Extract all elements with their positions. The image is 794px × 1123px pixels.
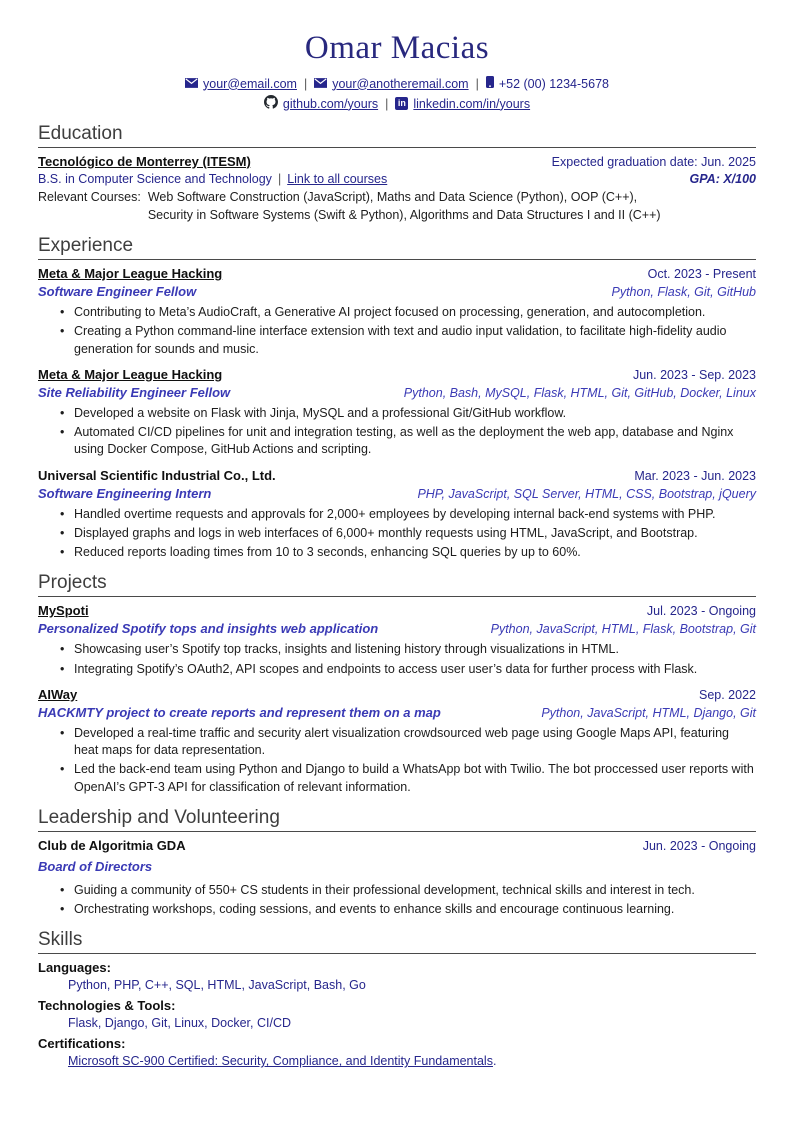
company-name: Meta & Major League Hacking	[38, 266, 223, 281]
entry-dates: Jul. 2023 - Ongoing	[646, 604, 756, 619]
section-experience	[38, 235, 756, 561]
project-entry	[38, 687, 756, 796]
bullet-item: • Developed a website on Flask with Jinja, MySQL and a professional Git/GitHub workflow.	[60, 405, 756, 422]
bullet-list	[38, 725, 756, 796]
bullet-item: • Orchestrating workshops, coding sessions, and events to enhance skills and encourage continuous learning.	[60, 901, 756, 918]
entry-heading-row	[38, 468, 756, 483]
leadership-entry	[38, 838, 756, 919]
envelope-icon	[185, 77, 198, 91]
role-title: Software Engineering Intern	[38, 485, 212, 501]
relevant-courses	[38, 189, 756, 224]
entry-dates: Oct. 2023 - Present	[647, 267, 756, 281]
bullet-item: • Displayed graphs and logs in web interfaces of 6,000+ monthly requests using HTML, JavaScript, and Bootstrap.	[60, 525, 756, 542]
bullet-item: • Creating a Python command-line interface extension with text and audio input validation, to facilitate high-fidelity audio generation for sounds and music.	[60, 323, 756, 358]
role-title: Site Reliability Engineer Fellow	[38, 384, 231, 400]
degree-line	[38, 172, 387, 186]
languages-label: Languages:	[38, 960, 111, 976]
envelope-icon	[314, 77, 327, 91]
section-projects	[38, 572, 756, 796]
company-name: Meta & Major League Hacking	[38, 366, 223, 382]
experience-entry	[38, 266, 756, 358]
entry-heading-row	[38, 266, 756, 281]
gpa-value: GPA: X/100	[689, 172, 756, 186]
separator: |	[277, 172, 282, 186]
company-name: Universal Scientific Industrial Co., Ltd.	[38, 467, 276, 483]
linkedin-item	[395, 97, 530, 111]
bullet-item: • Contributing to Meta’s AudioCraft, a Generative AI project focused on processing, generation, and autocompletion.	[60, 304, 756, 321]
section-title-projects: Projects	[38, 572, 756, 597]
school-name: Tecnológico de Monterrey (ITESM)	[38, 154, 251, 169]
entry-role-row	[38, 486, 756, 501]
github-item	[264, 95, 378, 112]
separator: |	[385, 96, 389, 111]
email-link-1[interactable]: your@email.com	[203, 76, 297, 91]
entry-heading-row	[38, 367, 756, 382]
tech-stack: Python, Bash, MySQL, Flask, HTML, Git, GitHub, Docker, Linux	[403, 385, 756, 400]
entry-heading-row	[38, 603, 756, 618]
entry-dates: Mar. 2023 - Jun. 2023	[634, 468, 756, 483]
page-title: Omar Macias	[304, 30, 490, 66]
github-link[interactable]: github.com/yours	[282, 96, 379, 111]
entry-dates: Sep. 2022	[699, 687, 756, 702]
degree-row	[38, 172, 756, 186]
project-name: AIWay	[38, 686, 78, 702]
relevant-courses-text	[148, 189, 661, 224]
certification-link[interactable]: Microsoft SC-900 Certified: Security, Compliance, and Identity Fundamentals	[68, 1054, 493, 1069]
certifications-label: Certifications:	[38, 1036, 126, 1052]
bullet-item: • Reduced reports loading times from 10 to 3 seconds, enhancing SQL queries by up to 60%.	[60, 544, 756, 561]
bullet-item: • Showcasing user’s Spotify top tracks, insights and listening history through visualizations in HTML.	[60, 641, 756, 658]
section-education	[38, 123, 756, 224]
certification-line	[38, 1054, 756, 1068]
section-skills	[38, 929, 756, 1068]
section-title-education: Education	[38, 123, 756, 148]
courses-line-2: Security in Software Systems (Swift & Python), Algorithms and Data Structures I and II (C++)	[147, 207, 661, 222]
project-subtitle: HACKMTY project to create reports and represent them on a map	[38, 704, 441, 720]
project-name: MySpoti	[38, 603, 89, 619]
organization-name: Club de Algoritmia GDA	[38, 837, 186, 853]
section-title-leadership: Leadership and Volunteering	[38, 807, 756, 832]
contact-row-1	[38, 76, 756, 91]
role-title: Software Engineer Fellow	[38, 284, 197, 299]
section-title-skills: Skills	[38, 929, 756, 954]
bullet-item: • Automated CI/CD pipelines for unit and integration testing, as well as the deployment the web app, database and Nginx using Docker Compose, GitHub Actions and scripting.	[60, 424, 756, 459]
experience-entry	[38, 367, 756, 459]
tech-stack: Python, Flask, Git, GitHub	[611, 285, 756, 299]
entry-dates: Jun. 2023 - Ongoing	[642, 838, 756, 853]
linkedin-icon: in	[395, 97, 408, 110]
degree-name: B.S. in Computer Science and Technology	[38, 172, 272, 186]
entry-role-row	[38, 705, 756, 720]
bullet-item: • Guiding a community of 550+ CS students in their professional development, technical skills and interest in tech.	[60, 882, 756, 899]
contact-row-2	[38, 95, 756, 112]
email-item-2	[314, 77, 468, 91]
courses-line-1: Web Software Construction (JavaScript), Maths and Data Science (Python), OOP (C++),	[147, 190, 638, 204]
entry-heading-row	[38, 838, 756, 853]
email-item-1	[185, 77, 297, 91]
bullet-list	[38, 304, 756, 358]
entry-role-row	[38, 385, 756, 400]
phone-number: +52 (00) 1234-5678	[498, 76, 609, 91]
tools-label: Technologies & Tools:	[38, 998, 176, 1014]
separator: |	[475, 76, 479, 91]
languages-list: Python, PHP, C++, SQL, HTML, JavaScript, Bash, Go	[68, 978, 366, 993]
bullet-item: • Handled overtime requests and approvals for 2,000+ employees by developing internal back-end systems with PHP.	[60, 506, 756, 523]
section-leadership	[38, 807, 756, 919]
entry-role-row	[38, 284, 756, 299]
bullet-list	[38, 882, 756, 919]
courses-link[interactable]: Link to all courses	[287, 172, 388, 186]
relevant-courses-label: Relevant Courses:	[38, 190, 141, 204]
phone-icon	[486, 76, 494, 91]
bullet-list	[38, 405, 756, 459]
tools-list: Flask, Django, Git, Linux, Docker, CI/CD	[68, 1016, 291, 1031]
section-title-experience: Experience	[38, 235, 756, 260]
bullet-list	[38, 641, 756, 678]
phone-item	[486, 76, 609, 91]
experience-entry	[38, 468, 756, 562]
email-link-2[interactable]: your@anotheremail.com	[332, 76, 469, 91]
entry-role-row	[38, 621, 756, 636]
tech-stack: Python, JavaScript, HTML, Flask, Bootstrap, Git	[490, 622, 756, 637]
separator: |	[303, 76, 308, 91]
entry-role-row	[38, 859, 756, 874]
entry-heading-row	[38, 687, 756, 702]
bullet-item: • Integrating Spotify’s OAuth2, API scopes and endpoints to access user user’s data for further process with Flask.	[60, 661, 756, 678]
bullet-item: • Led the back-end team using Python and Django to build a WhatsApp bot with Twilio. The bot proccessed user reports with OpenAI’s GPT-3 API for classification of relevant information.	[60, 761, 756, 796]
certification-period: .	[492, 1054, 497, 1069]
project-subtitle: Personalized Spotify tops and insights web application	[38, 621, 379, 637]
project-entry	[38, 603, 756, 678]
tech-stack: PHP, JavaScript, SQL Server, HTML, CSS, Bootstrap, jQuery	[417, 486, 756, 501]
education-heading-row	[38, 154, 756, 169]
linkedin-link[interactable]: linkedin.com/in/yours	[413, 96, 531, 111]
bullet-item: • Developed a real-time traffic and security alert visualization crowdsourced web page using Google Maps API, featuring heat maps for data representation.	[60, 725, 756, 760]
github-icon	[264, 95, 278, 112]
role-title: Board of Directors	[38, 858, 153, 874]
bullet-list	[38, 506, 756, 562]
tech-stack: Python, JavaScript, HTML, Django, Git	[541, 705, 756, 720]
entry-dates: Jun. 2023 - Sep. 2023	[632, 367, 756, 382]
graduation-date: Expected graduation date: Jun. 2025	[551, 155, 756, 169]
